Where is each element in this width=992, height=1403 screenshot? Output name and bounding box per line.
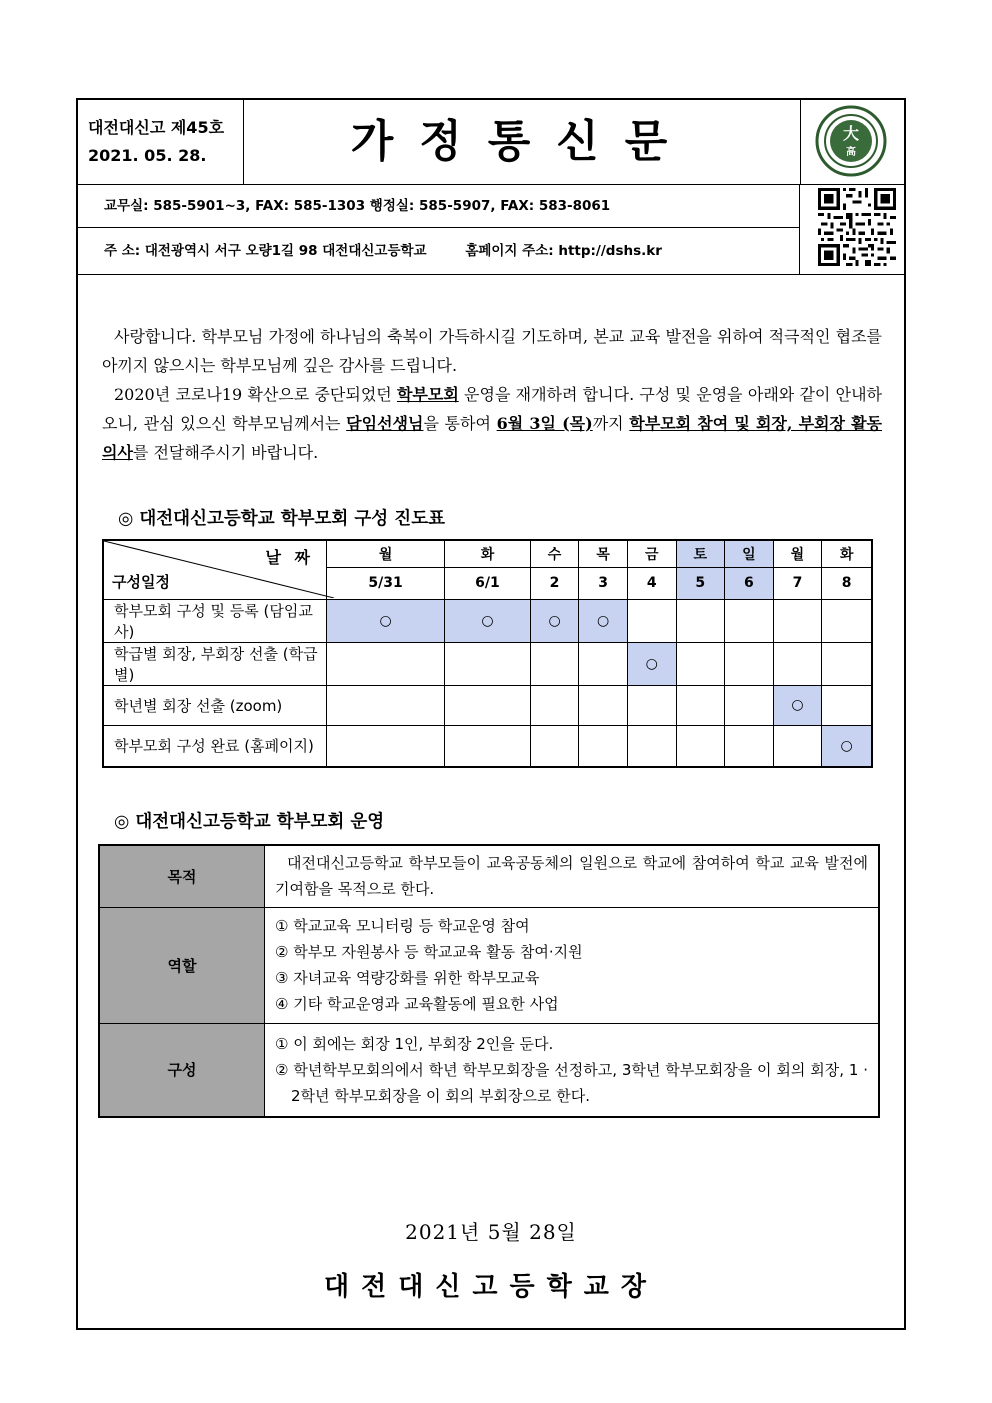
intro-paragraph-1: 사랑합니다. 학부모님 가정에 하나님의 축복이 가득하시길 기도하며, 본교 교육 발전을 위하여 적극적인 협조를 아끼지 않으시는 학부모님께 깊은 감사를 드립니다. xyxy=(102,327,882,375)
table-row xyxy=(103,642,872,685)
schedule-mark: ○ xyxy=(579,599,628,642)
empty-cell xyxy=(327,685,445,725)
day-header: 화 xyxy=(822,540,872,567)
day-header: 월 xyxy=(327,540,445,567)
empty-cell xyxy=(773,725,822,767)
empty-cell xyxy=(445,642,531,685)
empty-cell xyxy=(725,685,774,725)
empty-cell xyxy=(327,725,445,767)
date-header: 4 xyxy=(627,567,676,599)
corner-schedule-label: 구성일정 xyxy=(112,573,170,592)
row-label: 학부모회 구성 완료 (홈페이지) xyxy=(103,725,327,767)
empty-cell xyxy=(445,725,531,767)
empty-cell xyxy=(530,725,579,767)
intro-text-c: 운영을 재개하려 합니다. 구성 및 운영을 아래와 같이 안내하오니, 관심 있으신 학부모님께서는 xyxy=(102,385,882,433)
date-header: 6/1 xyxy=(445,567,531,599)
newsletter-frame xyxy=(76,98,906,1330)
issue-date-footer: 2021년 5월 28일 xyxy=(405,1220,577,1244)
empty-cell xyxy=(627,725,676,767)
intro-text-a: 2020년 코로나19 확산으로 중단되었던 xyxy=(114,385,397,404)
empty-cell xyxy=(530,685,579,725)
schedule-mark: ○ xyxy=(445,599,531,642)
day-header: 금 xyxy=(627,540,676,567)
address: 주 소: 대전광역시 서구 오량1길 98 대전대신고등학교 xyxy=(104,243,427,259)
table-row xyxy=(103,685,872,725)
day-header-weekend: 일 xyxy=(725,540,774,567)
operation-section-title: ◎ 대전대신고등학교 학부모회 운영 xyxy=(114,812,385,832)
table-row xyxy=(103,599,872,642)
day-header: 수 xyxy=(530,540,579,567)
list-item: ② 학부모 자원봉사 등 학교교육 활동 참여·지원 xyxy=(275,943,583,961)
issue-info xyxy=(78,100,244,184)
table-row xyxy=(99,845,879,907)
date-header: 2 xyxy=(530,567,579,599)
purpose-text: 대전대신고등학교 학부모들이 교육공동체의 일원으로 학교에 참여하여 학교 교육 발전에 기여함을 목적으로 한다. xyxy=(265,845,880,907)
intro-emphasis-intent: 학부모회 참여 및 회장, 부회장 활동 의사 xyxy=(102,414,883,462)
role-list xyxy=(265,907,880,1023)
empty-cell xyxy=(676,642,725,685)
table-row xyxy=(103,725,872,767)
empty-cell xyxy=(579,685,628,725)
intro-text xyxy=(102,322,882,467)
empty-cell xyxy=(725,642,774,685)
schedule-mark: ○ xyxy=(327,599,445,642)
qr-code-icon xyxy=(818,188,896,266)
empty-cell xyxy=(676,685,725,725)
intro-emphasis-deadline: 6월 3일 (목) xyxy=(496,414,593,433)
list-item: ② 학년학부모회의에서 학년 학부모회장을 선정하고, 3학년 학부모회장을 이 회의 회장, 1 · 2학년 학부모회장을 이 회의 부회장으로 한다. xyxy=(275,1060,868,1105)
date-header: 8 xyxy=(822,567,872,599)
date-header: 7 xyxy=(773,567,822,599)
org-label: 구성 xyxy=(99,1023,265,1117)
date-header-weekend: 6 xyxy=(725,567,774,599)
address-line xyxy=(78,228,799,274)
logo-glyph-1: 大 xyxy=(842,124,860,143)
empty-cell xyxy=(579,725,628,767)
schedule-mark: ○ xyxy=(822,725,872,767)
schedule-table xyxy=(102,539,873,768)
intro-emphasis-parents-assoc: 학부모회 xyxy=(396,385,459,404)
schedule-mark: ○ xyxy=(627,642,676,685)
intro-emphasis-homeroom: 담임선생님 xyxy=(346,414,424,433)
operation-table xyxy=(98,844,880,1118)
page-title: 가정통신문 xyxy=(350,116,694,167)
empty-cell xyxy=(822,599,872,642)
logo-glyph-2: 高 xyxy=(846,147,856,158)
empty-cell xyxy=(627,685,676,725)
corner-date-label: 날 짜 xyxy=(265,548,314,568)
table-row xyxy=(99,1023,879,1117)
issue-number: 대전대신고 제45호 xyxy=(88,118,225,137)
empty-cell xyxy=(773,599,822,642)
empty-cell xyxy=(676,599,725,642)
day-header: 화 xyxy=(445,540,531,567)
phone-fax-line: 교무실: 585-5901~3, FAX: 585-1303 행정실: 585-5907, FAX: 583-8061 xyxy=(78,184,799,228)
day-header-weekend: 토 xyxy=(676,540,725,567)
row-label: 학년별 회장 선출 (zoom) xyxy=(103,685,327,725)
day-header: 월 xyxy=(773,540,822,567)
empty-cell xyxy=(822,642,872,685)
schedule-section-title: ◎ 대전대신고등학교 학부모회 구성 진도표 xyxy=(118,509,446,529)
header xyxy=(78,100,904,185)
date-header: 5/31 xyxy=(327,567,445,599)
date-header-weekend: 5 xyxy=(676,567,725,599)
qr-cell xyxy=(800,184,906,274)
empty-cell xyxy=(822,685,872,725)
homepage: 홈페이지 주소: http://dshs.kr xyxy=(465,243,662,259)
intro-paragraph-2 xyxy=(102,380,882,467)
schedule-corner-cell xyxy=(103,540,327,599)
purpose-label: 목적 xyxy=(99,845,265,907)
table-row xyxy=(99,907,879,1023)
list-item: ③ 자녀교육 역량강화를 위한 학부모교육 xyxy=(275,969,540,987)
header-divider xyxy=(78,274,904,275)
empty-cell xyxy=(579,642,628,685)
empty-cell xyxy=(530,642,579,685)
empty-cell xyxy=(725,725,774,767)
row-label: 학부모회 구성 및 등록 (담임교사) xyxy=(103,599,327,642)
empty-cell xyxy=(627,599,676,642)
school-logo-icon xyxy=(815,105,887,177)
date-header: 3 xyxy=(579,567,628,599)
intro-text-g: 까지 xyxy=(592,414,630,433)
issue-date: 2021. 05. 28. xyxy=(88,146,207,165)
intro-text-i: 를 전달해주시기 바랍니다. xyxy=(132,443,319,462)
empty-cell xyxy=(773,642,822,685)
empty-cell xyxy=(327,642,445,685)
day-header: 목 xyxy=(579,540,628,567)
intro-text-e: 을 통하여 xyxy=(423,414,497,433)
contact-info xyxy=(78,184,800,274)
org-list xyxy=(265,1023,880,1117)
schedule-mark: ○ xyxy=(530,599,579,642)
role-label: 역할 xyxy=(99,907,265,1023)
list-item: ① 학교교육 모니터링 등 학교운영 참여 xyxy=(275,917,530,935)
empty-cell xyxy=(676,725,725,767)
logo-cell xyxy=(800,100,906,184)
list-item: ① 이 회에는 회장 1인, 부회장 2인을 둔다. xyxy=(275,1034,554,1053)
principal-signature: 대전대신고등학교장 xyxy=(323,1272,659,1302)
row-label: 학급별 회장, 부회장 선출 (학급별) xyxy=(103,642,327,685)
empty-cell xyxy=(725,599,774,642)
schedule-mark: ○ xyxy=(773,685,822,725)
empty-cell xyxy=(445,685,531,725)
list-item: ④ 기타 학교운영과 교육활동에 필요한 사업 xyxy=(275,995,559,1013)
